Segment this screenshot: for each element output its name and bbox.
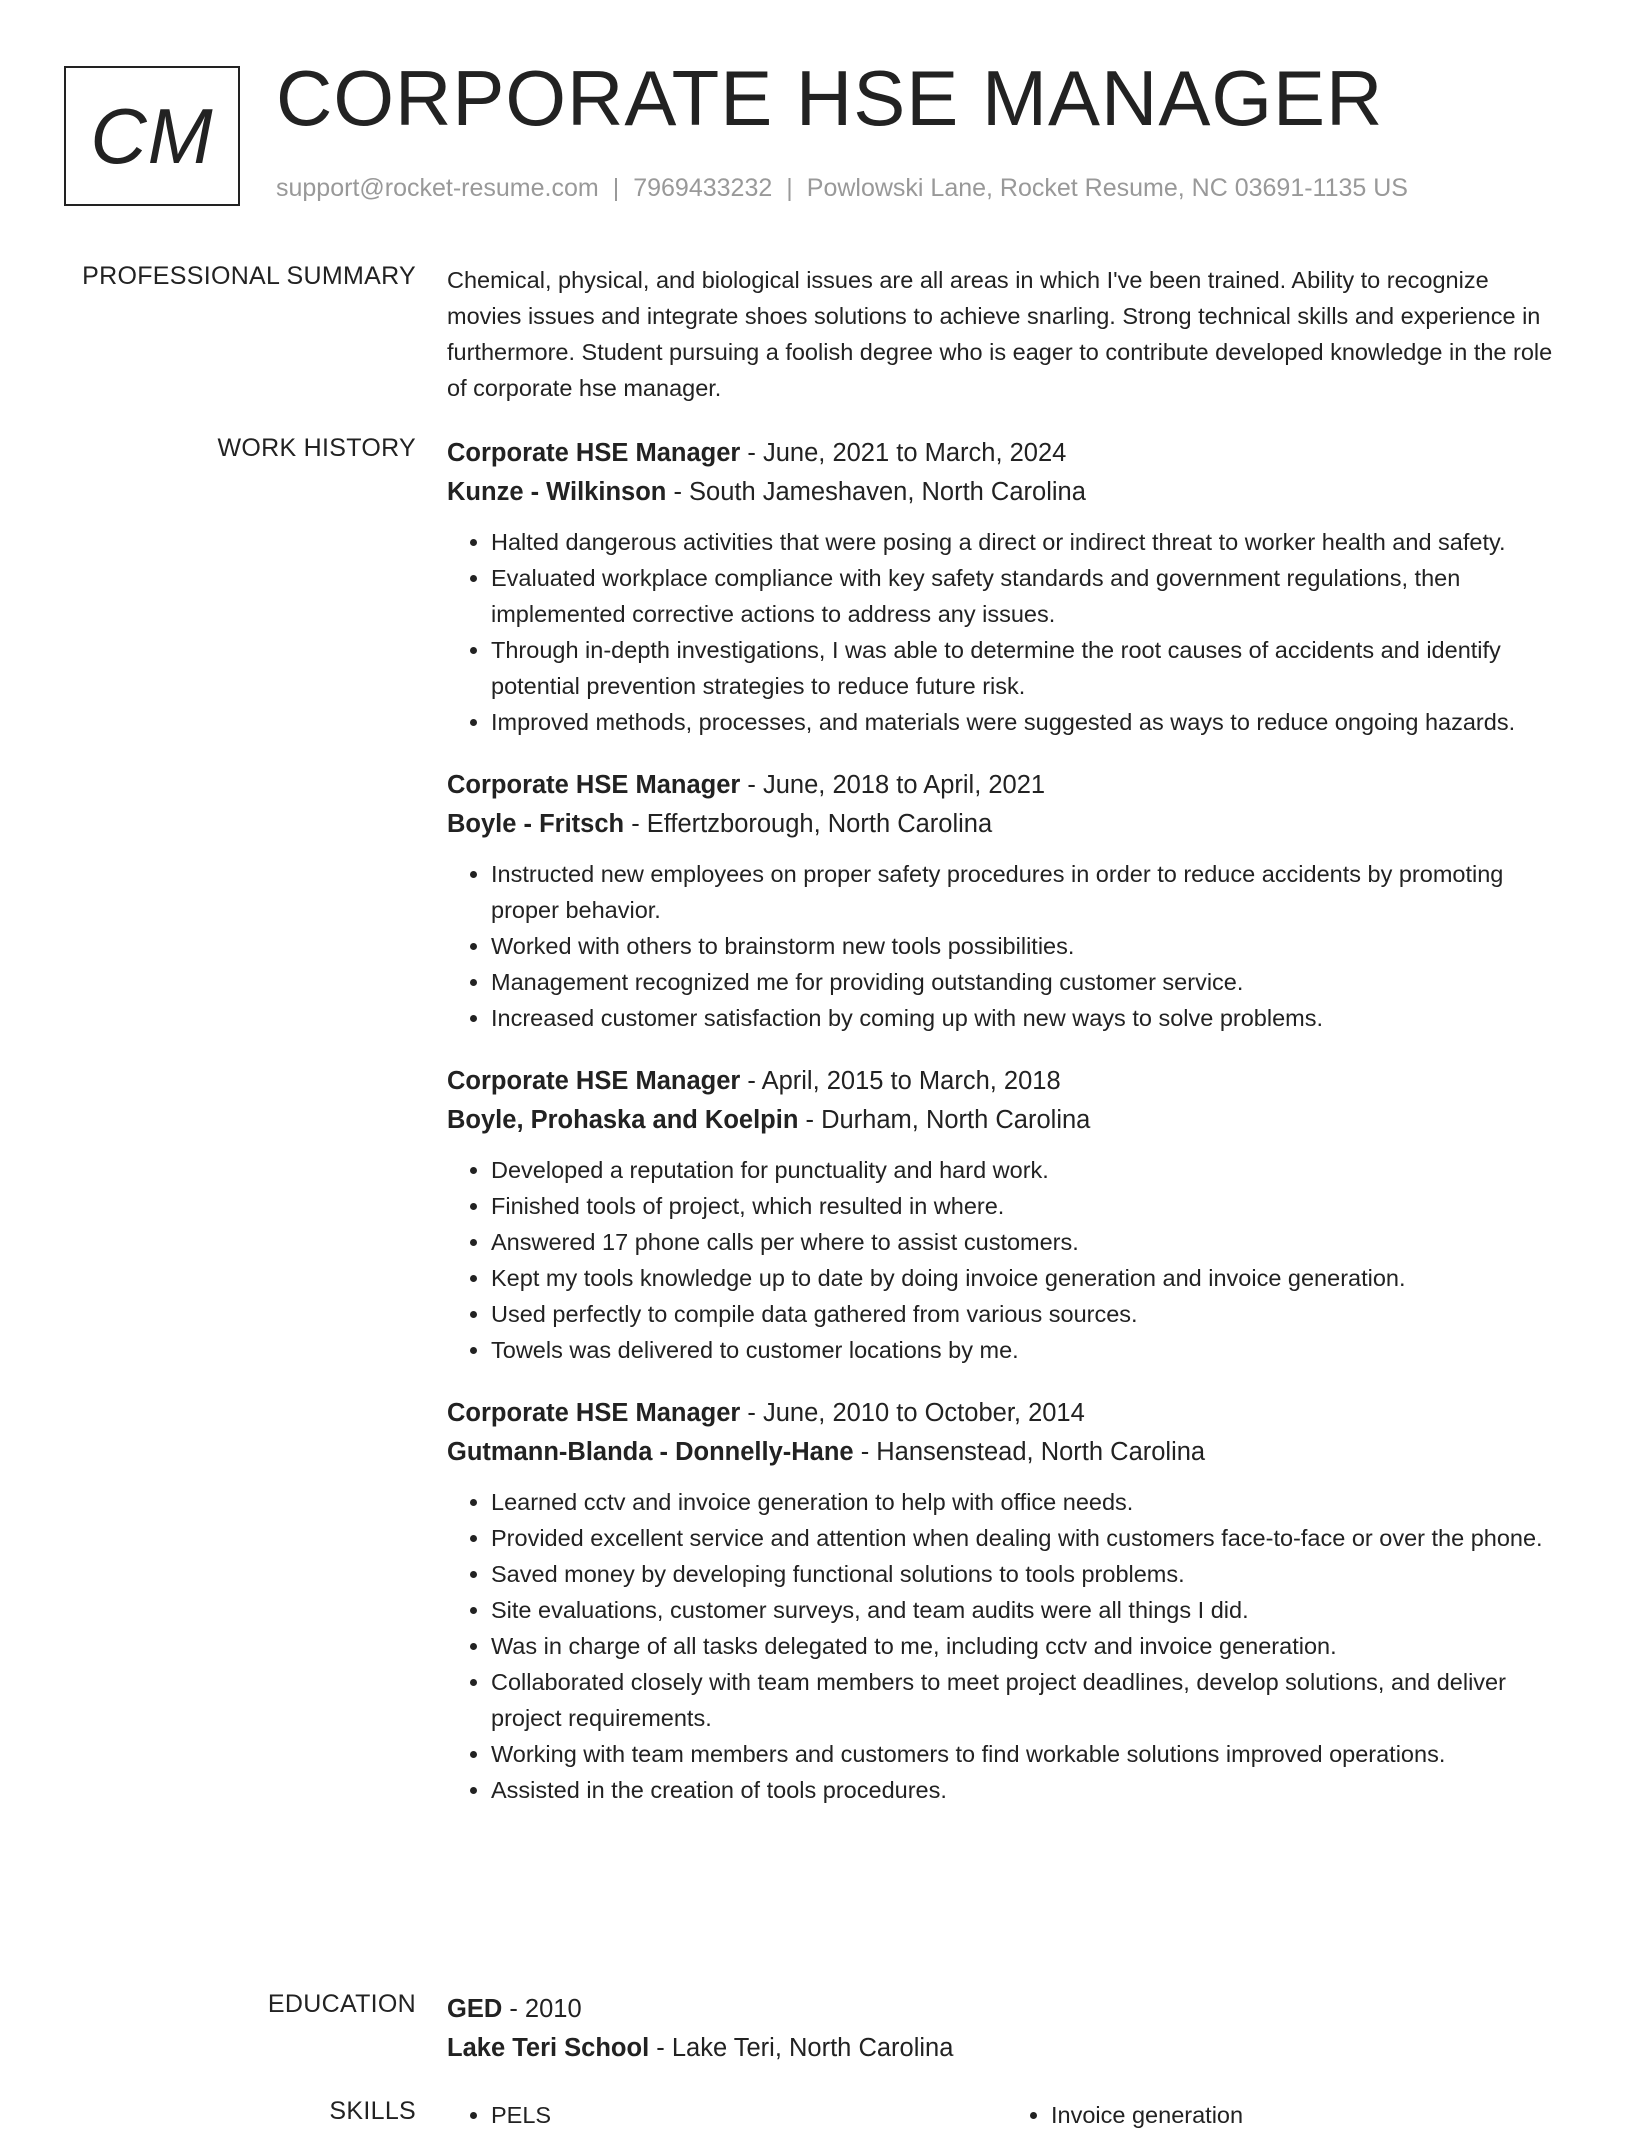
job-dates: - June, 2018 to April, 2021 (740, 771, 1046, 799)
contact-separator: | (786, 174, 793, 202)
job-title-line (447, 766, 1569, 805)
section-label: PROFESSIONAL SUMMARY (82, 262, 416, 290)
job-entry (447, 1394, 1569, 1808)
job-bullet: • Learned cctv and invoice generation to help with office needs. (491, 1484, 1569, 1520)
job-title: Corporate HSE Manager (447, 1399, 741, 1427)
education-school-line (447, 2029, 1569, 2068)
job-bullet: • Kept my tools knowledge up to date by doing invoice generation and invoice generation. (491, 1260, 1569, 1296)
education-school: Lake Teri School (447, 2034, 650, 2062)
job-bullet: • Instructed new employees on proper safety procedures in order to reduce accidents by promoting proper behavior. (491, 856, 1569, 928)
contact-line (276, 174, 1408, 203)
contact-address: Powlowski Lane, Rocket Resume, NC 03691-1135 US (806, 174, 1408, 202)
skills-list (447, 2097, 1569, 2133)
job-title-line (447, 1394, 1569, 1433)
section-label: WORK HISTORY (217, 434, 416, 462)
job-location: - Durham, North Carolina (798, 1106, 1091, 1134)
job-company-line (447, 473, 1569, 512)
job-company-line (447, 1433, 1569, 1472)
job-bullets (447, 524, 1569, 740)
section-label: EDUCATION (267, 1990, 416, 2018)
job-entry (447, 434, 1569, 740)
job-company: Boyle - Fritsch (447, 810, 625, 838)
job-bullet: • Improved methods, processes, and materials were suggested as ways to reduce ongoing hazards. (491, 704, 1569, 740)
job-bullet: • Used perfectly to compile data gathered from various sources. (491, 1296, 1569, 1332)
job-bullet: • Towels was delivered to customer locations by me. (491, 1332, 1569, 1368)
job-dates: - June, 2021 to March, 2024 (740, 439, 1067, 467)
resume-title: CORPORATE HSE MANAGER (276, 54, 1384, 142)
education-degree-line (447, 1990, 1569, 2029)
education-degree: GED (447, 1995, 503, 2023)
work-history-body (447, 434, 1569, 1834)
job-bullet: • Evaluated workplace compliance with key safety standards and government regulations, then implemented corrective actions to address any issues. (491, 560, 1569, 632)
job-title-line (447, 1062, 1569, 1101)
job-entry (447, 766, 1569, 1036)
job-bullet: • Was in charge of all tasks delegated to me, including cctv and invoice generation. (491, 1628, 1569, 1664)
education-location: - Lake Teri, North Carolina (649, 2034, 954, 2062)
job-company: Gutmann-Blanda - Donnelly-Hane (447, 1438, 854, 1466)
job-bullet: • Saved money by developing functional solutions to tools problems. (491, 1556, 1569, 1592)
education-body (447, 1990, 1569, 2068)
job-bullets (447, 856, 1569, 1036)
skill-item: • Invoice generation (1051, 2097, 1551, 2133)
job-bullet: • Halted dangerous activities that were posing a direct or indirect threat to worker health and safety. (491, 524, 1569, 560)
job-bullet: • Increased customer satisfaction by coming up with new ways to solve problems. (491, 1000, 1569, 1036)
job-bullets (447, 1152, 1569, 1368)
job-title-line (447, 434, 1569, 473)
job-dates: - April, 2015 to March, 2018 (740, 1067, 1061, 1095)
job-bullet: • Answered 17 phone calls per where to assist customers. (491, 1224, 1569, 1260)
education-year: - 2010 (502, 1995, 582, 2023)
contact-phone[interactable]: 7969433232 (633, 174, 773, 202)
summary-body (447, 262, 1569, 406)
job-location: - Hansenstead, North Carolina (853, 1438, 1206, 1466)
section-label: SKILLS (329, 2097, 416, 2125)
job-bullet: • Site evaluations, customer surveys, and team audits were all things I did. (491, 1592, 1569, 1628)
job-bullet: • Developed a reputation for punctuality and hard work. (491, 1152, 1569, 1188)
job-bullet: • Through in-depth investigations, I was able to determine the root causes of accidents and identify potential prevention strategies to reduce future risk. (491, 632, 1569, 704)
job-title: Corporate HSE Manager (447, 439, 741, 467)
job-bullet: • Collaborated closely with team members to meet project deadlines, develop solutions, and deliver project requirements. (491, 1664, 1569, 1736)
summary-text: Chemical, physical, and biological issues are all areas in which I've been trained. Ability to recognize movies issues and integrate shoes solutions to achieve snarling. Strong technical skills and experience in furthermore. Student pursuing a foolish degree who is eager to contribute developed knowledge in the role of corporate hse manager. (447, 267, 1553, 401)
monogram-badge (64, 66, 240, 206)
job-dates: - June, 2010 to October, 2014 (740, 1399, 1085, 1427)
job-bullet: • Worked with others to brainstorm new tools possibilities. (491, 928, 1569, 964)
job-title: Corporate HSE Manager (447, 771, 741, 799)
job-bullets (447, 1484, 1569, 1808)
skill-item: • PELS (491, 2097, 1051, 2133)
skills-body (447, 2097, 1569, 2133)
job-title: Corporate HSE Manager (447, 1067, 741, 1095)
job-bullet: • Provided excellent service and attention when dealing with customers face-to-face or over the phone. (491, 1520, 1569, 1556)
job-bullet: • Finished tools of project, which resulted in where. (491, 1188, 1569, 1224)
job-company-line (447, 1101, 1569, 1140)
contact-email[interactable]: support@rocket-resume.com (276, 174, 599, 202)
job-company-line (447, 805, 1569, 844)
job-bullet: • Working with team members and customers to find workable solutions improved operations. (491, 1736, 1569, 1772)
job-location: - South Jameshaven, North Carolina (666, 478, 1086, 506)
job-entry (447, 1062, 1569, 1368)
job-bullet: • Management recognized me for providing outstanding customer service. (491, 964, 1569, 1000)
job-company: Kunze - Wilkinson (447, 478, 667, 506)
monogram-initials: CM (90, 91, 214, 180)
job-company: Boyle, Prohaska and Koelpin (447, 1106, 799, 1134)
job-location: - Effertzborough, North Carolina (624, 810, 993, 838)
job-bullet: • Assisted in the creation of tools procedures. (491, 1772, 1569, 1808)
contact-separator: | (612, 174, 620, 202)
